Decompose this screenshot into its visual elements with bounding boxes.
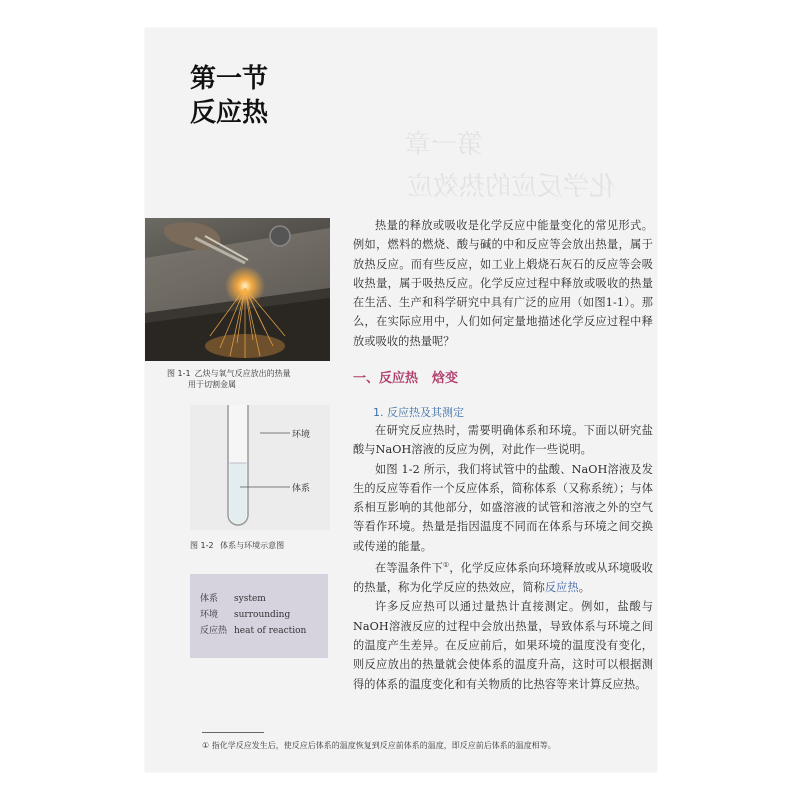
footnote: ① 指化学反应发生后，使反应后体系的温度恢复到反应前体系的温度，即反应前后体系的温度相等。 (202, 741, 556, 750)
bleed-through-text: 化学反应的热效应 (407, 172, 616, 202)
glossary-term-en: heat of reaction (234, 626, 307, 636)
glossary-entry (200, 591, 266, 607)
cutting-metal-photo (145, 218, 330, 361)
figure-caption (190, 540, 284, 551)
system-label: 体系 (292, 484, 311, 494)
glossary-term-zh: 反应热 (200, 626, 228, 636)
figure-caption-text: 体系与环境示意图 (220, 541, 285, 550)
body-paragraphs (353, 421, 653, 694)
paragraph (353, 556, 653, 597)
heading-main: 一、反应热 (353, 371, 419, 386)
figure-number: 图 1-2 (190, 541, 214, 550)
heading-secondary: 焓变 (432, 371, 459, 386)
paragraph: 在研究反应热时，需要明确体系和环境。下面以研究盐酸与NaOH溶液的反应为例，对此作一些说明。 (353, 424, 653, 457)
glossary-term-en: surrounding (234, 610, 291, 620)
paragraph-text: 在等温条件下 (375, 561, 443, 575)
paragraph-text: 。 (578, 581, 591, 595)
textbook-page (145, 28, 657, 772)
glossary-entry (200, 623, 306, 639)
paragraph: 如图 1-2 所示，我们将试管中的盐酸、NaOH溶液及发生的反应等看作一个反应体系，简称体系（又称系统）；与体系相互影响的其他部分，如盛溶液的试管和溶液之外的空气等看作环境。热量是指因温度不同而在体系与环境之间交换或传递的能量。 (353, 462, 653, 553)
test-tube-illustration (190, 405, 330, 530)
section-title (190, 62, 268, 130)
figure-caption-line: 用于切割金属 (188, 380, 236, 389)
welding-photo-illustration (145, 218, 330, 361)
glossary-term-en: system (234, 594, 266, 604)
figure-caption (167, 368, 337, 390)
bleed-through-text: 第一章 (405, 130, 484, 160)
paragraph: 许多反应热可以通过量热计直接测定。例如，盐酸与NaOH溶液反应的过程中会放出热量，导致体系与环境之间的温度产生差异。在反应前后，如果环境的温度没有变化，则反应放出的热量就会使体系的温度升高，这时可以根据测得的体系的温度变化和有关物质的比热容等来计算反应热。 (353, 600, 653, 691)
section-number: 第一节 (190, 64, 269, 94)
section-name: 反应热 (190, 98, 269, 128)
figure-caption-line: 乙炔与氧气反应放出的热量 (194, 369, 291, 378)
environment-label: 环境 (292, 430, 311, 440)
glossary-term-zh: 环境 (200, 610, 219, 620)
footnote-divider (202, 732, 264, 733)
intro-paragraph: 热量的释放或吸收是化学反应中能量变化的常见形式。例如，燃料的燃烧、酸与碱的中和反应等会放出热量，属于放热反应。而有些反应，如工业上煅烧石灰石的反应等会吸收热量，属于吸热反应。化学反应过程中释放或吸收的热量在生活、生产和科学研究中具有广泛的应用（如图1-1）。那么，在实际应用中，人们如何定量地描述化学反应过程中释放或吸收的热量呢？ (353, 219, 653, 348)
subsection-heading (353, 367, 458, 386)
figure-number: 图 1-1 (167, 369, 191, 378)
key-term: 反应热 (544, 581, 579, 595)
footnote-marker[interactable]: ① (442, 561, 450, 570)
glossary-entry (200, 607, 290, 623)
glossary-box (190, 574, 328, 658)
paragraph-text: ，化学反应体系向环境释放或从环境吸收的热量，称为化学反应的热效应，简称 (353, 561, 653, 595)
sub-subsection-heading: 1. 反应热及其测定 (373, 406, 464, 419)
glossary-term-zh: 体系 (200, 594, 219, 604)
test-tube-diagram (190, 405, 330, 530)
